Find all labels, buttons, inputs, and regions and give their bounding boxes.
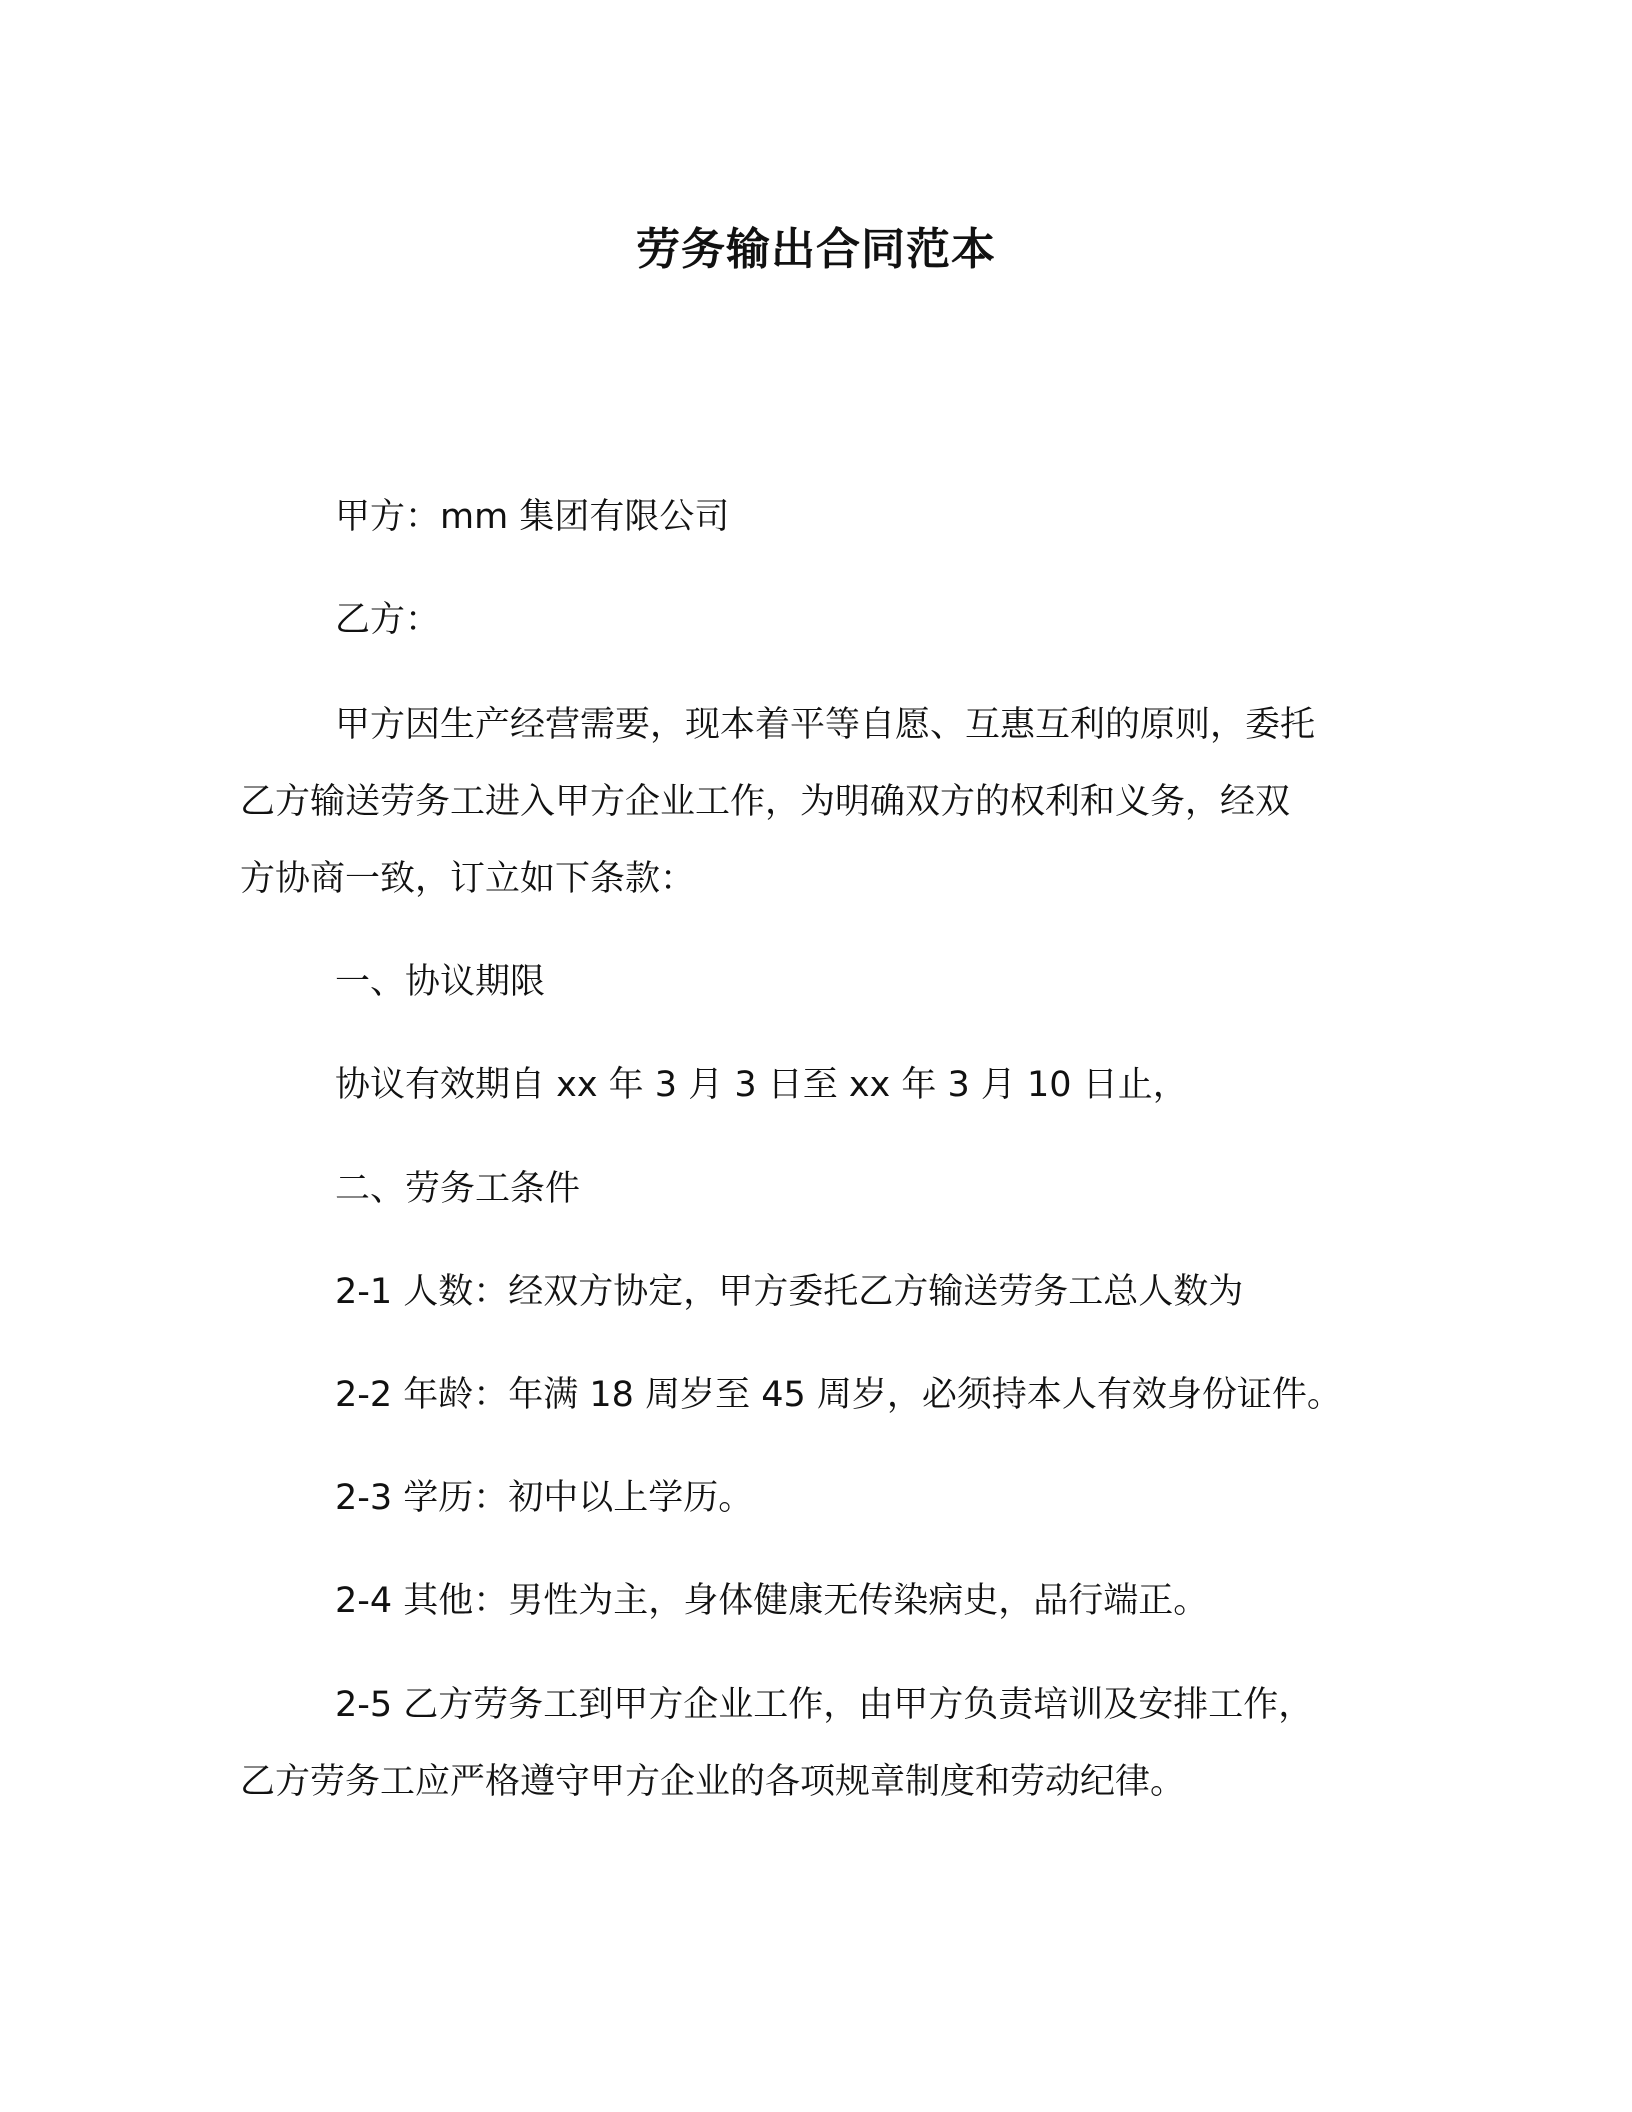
clause-2-5-line-2: 乙方劳务工应严格遵守甲方企业的各项规章制度和劳动纪律。 (240, 1762, 1186, 1802)
section-2-heading: 二、劳务工条件 (335, 1169, 581, 1209)
document-title: 劳务输出合同范本 (636, 224, 996, 275)
section-1-body: 协议有效期自 xx 年 3 月 3 日至 xx 年 3 月 10 日止， (335, 1065, 1188, 1105)
clause-2-4: 2-4 其他：男性为主，身体健康无传染病史，品行端正。 (335, 1581, 1209, 1621)
preamble-line-3: 方协商一致，订立如下条款： (240, 859, 696, 899)
clause-2-1: 2-1 人数：经双方协定，甲方委托乙方输送劳务工总人数为 (335, 1272, 1244, 1312)
preamble-line-2: 乙方输送劳务工进入甲方企业工作，为明确双方的权利和义务，经双 (240, 782, 1291, 822)
party-a-line: 甲方：mm 集团有限公司 (335, 497, 730, 537)
party-b-line: 乙方： (335, 600, 441, 640)
clause-2-2: 2-2 年龄：年满 18 周岁至 45 周岁，必须持本人有效身份证件。 (335, 1375, 1342, 1415)
clause-2-3: 2-3 学历：初中以上学历。 (335, 1478, 754, 1518)
preamble-line-1: 甲方因生产经营需要，现本着平等自愿、互惠互利的原则，委托 (335, 705, 1316, 745)
section-1-heading: 一、协议期限 (335, 962, 546, 1002)
clause-2-5-line-1: 2-5 乙方劳务工到甲方企业工作，由甲方负责培训及安排工作， (335, 1685, 1314, 1725)
